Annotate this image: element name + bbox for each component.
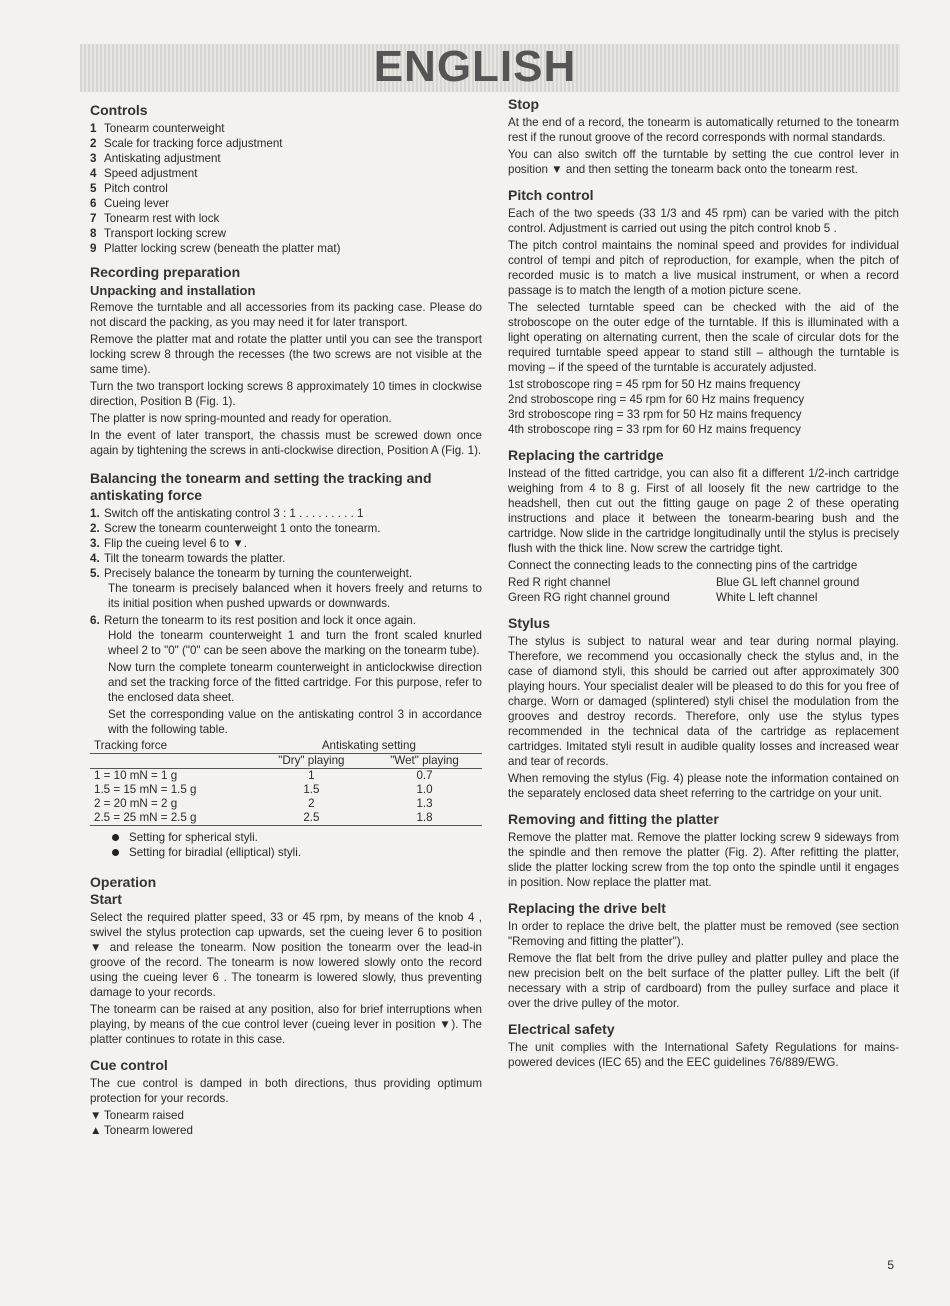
- table-header: "Wet" playing: [367, 754, 482, 769]
- paragraph: Remove the turntable and all accessories from its packing case. Please do not discard the packing, as you may need it for later transport.: [90, 301, 482, 329]
- paragraph: You can also switch off the turntable by setting the cue control lever in position ▼ and then setting the tonearm back onto the tonearm rest.: [508, 148, 899, 176]
- paragraph: Remove the platter mat and rotate the platter until you can see the transport locking screw 8 through the recesses (the two screws are not visible at the same time).: [90, 333, 482, 376]
- unpacking-heading: Unpacking and installation: [90, 283, 256, 298]
- bullet-icon: [112, 849, 119, 856]
- list-item: 4 Speed adjustment: [90, 167, 198, 180]
- recording-heading: Recording preparation: [90, 264, 241, 280]
- list-item: 6. Return the tonearm to its rest position and lock it once again.: [90, 614, 416, 627]
- paragraph: The platter is now spring-mounted and ready for operation.: [90, 412, 392, 425]
- list-item: ▲ Tonearm lowered: [90, 1124, 193, 1137]
- table-row: 2 = 20 mN = 2 g 2 1.3: [94, 797, 433, 810]
- stroboscope-list: [508, 377, 899, 437]
- connection-list: [508, 575, 899, 605]
- paragraph: When removing the stylus (Fig. 4) please note the information contained on the separately enclosed data sheet referring to the cartridge on your unit.: [508, 772, 899, 800]
- cue-lowered-icon: ▲: [90, 1124, 102, 1137]
- paragraph: At the end of a record, the tonearm is automatically returned to the tonearm rest if the runout groove of the record corresponds with normal standards.: [508, 116, 899, 144]
- cue-legend: [90, 1108, 482, 1138]
- start-heading: Start: [90, 891, 122, 907]
- page-title: ENGLISH: [373, 42, 577, 91]
- list-item: Setting for spherical styli.: [90, 830, 482, 845]
- table-row: 2.5 = 25 mN = 2.5 g 2.5 1.8: [90, 811, 482, 826]
- cue-heading: Cue control: [90, 1057, 168, 1073]
- stylus-heading: Stylus: [508, 615, 551, 631]
- paragraph: Remove the platter mat. Remove the platter locking screw 9 sideways from the spindle and then remove the platter (Fig. 2). After refitting the platter, slide the platter locking screw from the top onto the spindle until it engages in position. Now replace the platter mat.: [508, 831, 899, 889]
- paragraph: The tonearm is precisely balanced when it hovers freely and returns to its initial position when pushed upwards or downwards.: [108, 582, 482, 610]
- list-item: Red R right channel: [508, 576, 611, 589]
- paragraph: The unit complies with the International Safety Regulations for mains-powered devices (IEC 65) and the EEC guidelines 76/889/EWG.: [508, 1041, 899, 1069]
- list-item: 5. Precisely balance the tonearm by turning the counterweight.: [90, 567, 413, 580]
- table-row: 1 = 10 mN = 1 g 1 0.7: [94, 769, 433, 782]
- controls-heading: Controls: [90, 102, 148, 118]
- belt-heading: Replacing the drive belt: [508, 900, 666, 916]
- left-column: [90, 100, 482, 1138]
- list-item: 1st stroboscope ring = 45 rpm for 50 Hz mains frequency: [508, 378, 801, 391]
- bullet-list: [90, 830, 482, 860]
- list-item: White L left channel: [716, 591, 818, 604]
- list-item: 9 Platter locking screw (beneath the platter mat): [90, 242, 341, 255]
- list-item: 3 Antiskating adjustment: [90, 152, 221, 165]
- paragraph: Remove the flat belt from the drive pulley and platter pulley and place the new precision belt on the belt surface of the platter pulley. Lift the belt (if necessary with a strip of cardboard) from the pulley surface and place it over the drive pulley of the motor.: [508, 952, 899, 1010]
- list-item: 4th stroboscope ring = 33 rpm for 60 Hz mains frequency: [508, 423, 801, 436]
- list-item: 3rd stroboscope ring = 33 rpm for 50 Hz mains frequency: [508, 408, 802, 421]
- list-item: Green RG right channel ground: [508, 591, 670, 604]
- table-header: Tracking force: [90, 739, 256, 754]
- stop-heading: Stop: [508, 96, 540, 112]
- paragraph: The pitch control maintains the nominal speed and provides for individual control of tempi and pitch of reproduction, for example, when the pitch of recorded music is to match a live musical instrument, or when a record passage is to match the length of a motion picture scene.: [508, 239, 899, 297]
- paragraph: Set the corresponding value on the antiskating control 3 in accordance with the following table.: [108, 708, 482, 736]
- list-item: 7 Tonearm rest with lock: [90, 212, 220, 225]
- paragraph: Each of the two speeds (33 1/3 and 45 rpm) can be varied with the pitch control. Adjustment is carried out using the pitch control knob 5 .: [508, 207, 899, 235]
- antiskating-table: [90, 739, 482, 826]
- table-row: 1.5 = 15 mN = 1.5 g 1.5 1.0: [94, 783, 433, 796]
- pitch-heading: Pitch control: [508, 187, 594, 203]
- list-item: ▼ Tonearm raised: [90, 1109, 184, 1122]
- safety-heading: Electrical safety: [508, 1021, 615, 1037]
- list-item: 4. Tilt the tonearm towards the platter.: [90, 552, 286, 565]
- list-item: 2. Screw the tonearm counterweight 1 onto the tonearm.: [90, 522, 381, 535]
- list-item: 6 Cueing lever: [90, 197, 170, 210]
- table-header: "Dry" playing: [256, 754, 367, 769]
- paragraph: Instead of the fitted cartridge, you can also fit a different 1/2-inch cartridge weighing from 4 to 8 g. First of all loosely fit the new cartridge to the headshell, then cut out the fitting gauge on page 2 of these operating instructions and place it between the tonearm-bearing bush and the cartridge. Now slide in the cartridge longitudinally until the stylus is precisely flush with the thick line. Now screw the cartridge tight.: [508, 467, 899, 555]
- list-item: 5 Pitch control: [90, 182, 168, 195]
- paragraph: The selected turntable speed can be checked with the aid of the stroboscope on the outer edge of the turntable. If this is illuminated with a light operating on alternating current, then the scale of circular dots for the required turntable speed appear to stand still – although the turntable is moving – if the speed of the turntable is accurately adjusted.: [508, 301, 899, 374]
- cartridge-heading: Replacing the cartridge: [508, 447, 664, 463]
- cue-raised-icon: ▼: [90, 1109, 102, 1122]
- table-header: Antiskating setting: [256, 739, 482, 754]
- paragraph: Now turn the complete tonearm counterweight in anticlockwise direction and set the tracking force of the fitted cartridge. For this purpose, refer to the enclosed data sheet.: [108, 661, 482, 704]
- page-number: 5: [887, 1258, 894, 1272]
- bullet-icon: [112, 834, 119, 841]
- paragraph: The stylus is subject to natural wear and tear during normal playing. Therefore, we recommend you occasionally check the stylus and, in the case of diamond styli, this should be carried out after approximately 300 playing hours. Your specialist dealer will be pleased to do this for you free of charge. Worn or damaged (splintered) styli chisel the modulation from the grooves and destroy records. Therefore, only use the stylus types recommended in the technical data of the cartridge as replacement cartridges. Imitated styli result in audible quality losses and increased wear and tear of records.: [508, 635, 899, 768]
- paragraph: In order to replace the drive belt, the platter must be removed (see section "Removing and fitting the platter").: [508, 920, 899, 948]
- list-item: Blue GL left channel ground: [716, 576, 860, 589]
- paragraph: The cue control is damped in both directions, thus providing optimum protection for your records.: [90, 1077, 482, 1105]
- list-item: Setting for biradial (elliptical) styli.: [90, 845, 482, 860]
- list-item: 1 Tonearm counterweight: [90, 122, 225, 135]
- balancing-heading: Balancing the tonearm and setting the tracking and antiskating force: [90, 470, 432, 503]
- operation-heading: Operation: [90, 874, 157, 890]
- paragraph: Hold the tonearm counterweight 1 and turn the front scaled knurled wheel 2 to "0" ("0" can be seen above the marking on the tonearm tube).: [108, 629, 482, 657]
- balancing-steps: [90, 506, 482, 581]
- paragraph: Connect the connecting leads to the connecting pins of the cartridge: [508, 559, 858, 572]
- paragraph: Select the required platter speed, 33 or 45 rpm, by means of the knob 4 , swivel the stylus protection cap upwards, set the cueing lever 6 to position ▼ and release the tonearm. Now position the tonearm over the lead-in groove of the record. The tonearm is now lowered slowly onto the record using the cueing lever 6 . The tonearm is lowered slowly, thus preventing damage to your records.: [90, 911, 482, 999]
- list-item: 1. Switch off the antiskating control 3 : 1 . . . . . . . . . 1: [90, 507, 364, 520]
- balancing-step-6: [90, 613, 482, 628]
- list-item: 2nd stroboscope ring = 45 rpm for 60 Hz mains frequency: [508, 393, 805, 406]
- paragraph: The tonearm can be raised at any position, also for brief interruptions when playing, by means of the cue control lever (cueing lever in position ▼). The platter continues to rotate in this case.: [90, 1003, 482, 1046]
- paragraph: In the event of later transport, the chassis must be screwed down once again by tightening the screws in anti-clockwise direction, Position A (Fig. 1).: [90, 429, 482, 457]
- platter-heading: Removing and fitting the platter: [508, 811, 719, 827]
- list-item: 3. Flip the cueing level 6 to ▼.: [90, 537, 247, 550]
- right-column: [508, 96, 899, 1072]
- list-item: 8 Transport locking screw: [90, 227, 226, 240]
- controls-list: [90, 121, 482, 256]
- paragraph: Turn the two transport locking screws 8 approximately 10 times in clockwise direction, Position B (Fig. 1).: [90, 380, 482, 408]
- list-item: 2 Scale for tracking force adjustment: [90, 137, 283, 150]
